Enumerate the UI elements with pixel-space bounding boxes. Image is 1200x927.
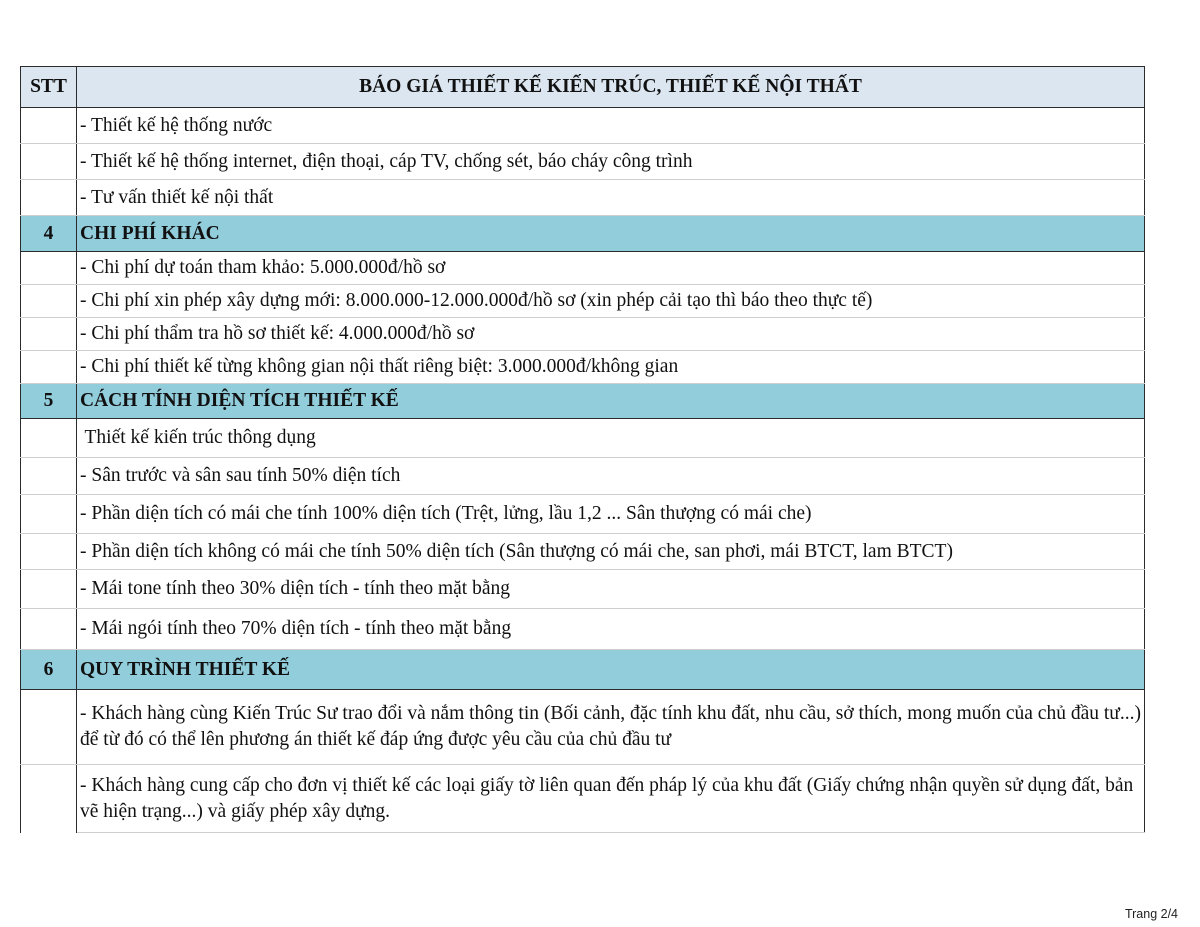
row-stt xyxy=(21,108,77,144)
row-text: - Chi phí thẩm tra hồ sơ thiết kế: 4.000.000đ/hồ sơ xyxy=(77,318,1145,351)
row-text: - Phần diện tích có mái che tính 100% diện tích (Trệt, lửng, lầu 1,2 ... Sân thượng có mái che) xyxy=(77,495,1145,534)
table-row xyxy=(21,765,1145,833)
row-text: - Chi phí xin phép xây dựng mới: 8.000.000-12.000.000đ/hồ sơ (xin phép cải tạo thì báo theo thực tế) xyxy=(77,285,1145,318)
table-row xyxy=(21,285,1145,318)
quote-table xyxy=(20,66,1145,833)
table-row xyxy=(21,609,1145,650)
row-text: - Sân trước và sân sau tính 50% diện tích xyxy=(77,458,1145,495)
row-text: - Khách hàng cùng Kiến Trúc Sư trao đổi và nắm thông tin (Bối cảnh, đặc tính khu đất, nhu cầu, sở thích, mong muốn của chủ đầu tư...) để từ đó có thể lên phương án thiết kế đáp ứng được yêu cầu của chủ đầu tư xyxy=(77,690,1145,765)
stt-header: STT xyxy=(21,67,77,108)
row-text: - Mái tone tính theo 30% diện tích - tính theo mặt bằng xyxy=(77,570,1145,609)
row-stt xyxy=(21,690,77,765)
table-row xyxy=(21,690,1145,765)
row-stt xyxy=(21,609,77,650)
row-text: - Mái ngói tính theo 70% diện tích - tính theo mặt bằng xyxy=(77,609,1145,650)
table-row xyxy=(21,419,1145,458)
table-row xyxy=(21,252,1145,285)
section-row xyxy=(21,216,1145,252)
row-stt xyxy=(21,285,77,318)
table-row xyxy=(21,108,1145,144)
row-text: - Thiết kế hệ thống nước xyxy=(77,108,1145,144)
row-stt xyxy=(21,765,77,833)
table-row xyxy=(21,495,1145,534)
row-stt xyxy=(21,180,77,216)
section-row xyxy=(21,650,1145,690)
table-row xyxy=(21,318,1145,351)
row-stt xyxy=(21,458,77,495)
row-stt xyxy=(21,495,77,534)
table-row xyxy=(21,180,1145,216)
section-title: QUY TRÌNH THIẾT KẾ xyxy=(77,650,1145,690)
table-row xyxy=(21,534,1145,570)
table-row xyxy=(21,458,1145,495)
row-text: - Chi phí thiết kế từng không gian nội thất riêng biệt: 3.000.000đ/không gian xyxy=(77,351,1145,384)
section-number: 5 xyxy=(21,384,77,419)
row-stt xyxy=(21,252,77,285)
section-row xyxy=(21,384,1145,419)
table-title: BÁO GIÁ THIẾT KẾ KIẾN TRÚC, THIẾT KẾ NỘI THẤT xyxy=(77,67,1145,108)
row-text: - Tư vấn thiết kế nội thất xyxy=(77,180,1145,216)
page-number: Trang 2/4 xyxy=(1124,907,1178,921)
row-text: - Chi phí dự toán tham khảo: 5.000.000đ/hồ sơ xyxy=(77,252,1145,285)
row-stt xyxy=(21,419,77,458)
section-number: 6 xyxy=(21,650,77,690)
section-title: CÁCH TÍNH DIỆN TÍCH THIẾT KẾ xyxy=(77,384,1145,419)
row-text: - Thiết kế hệ thống internet, điện thoại, cáp TV, chống sét, báo cháy công trình xyxy=(77,144,1145,180)
table-row xyxy=(21,144,1145,180)
row-stt xyxy=(21,351,77,384)
row-stt xyxy=(21,144,77,180)
row-text: - Khách hàng cung cấp cho đơn vị thiết kế các loại giấy tờ liên quan đến pháp lý của khu đất (Giấy chứng nhận quyền sử dụng đất, bản vẽ hiện trạng...) và giấy phép xây dựng. xyxy=(77,765,1145,833)
table-row xyxy=(21,570,1145,609)
table-row xyxy=(21,351,1145,384)
section-number: 4 xyxy=(21,216,77,252)
row-stt xyxy=(21,318,77,351)
row-text: - Phần diện tích không có mái che tính 50% diện tích (Sân thượng có mái che, san phơi, mái BTCT, lam BTCT) xyxy=(77,534,1145,570)
header-row xyxy=(21,67,1145,108)
row-text: Thiết kế kiến trúc thông dụng xyxy=(77,419,1145,458)
section-title: CHI PHÍ KHÁC xyxy=(77,216,1145,252)
row-stt xyxy=(21,534,77,570)
row-stt xyxy=(21,570,77,609)
